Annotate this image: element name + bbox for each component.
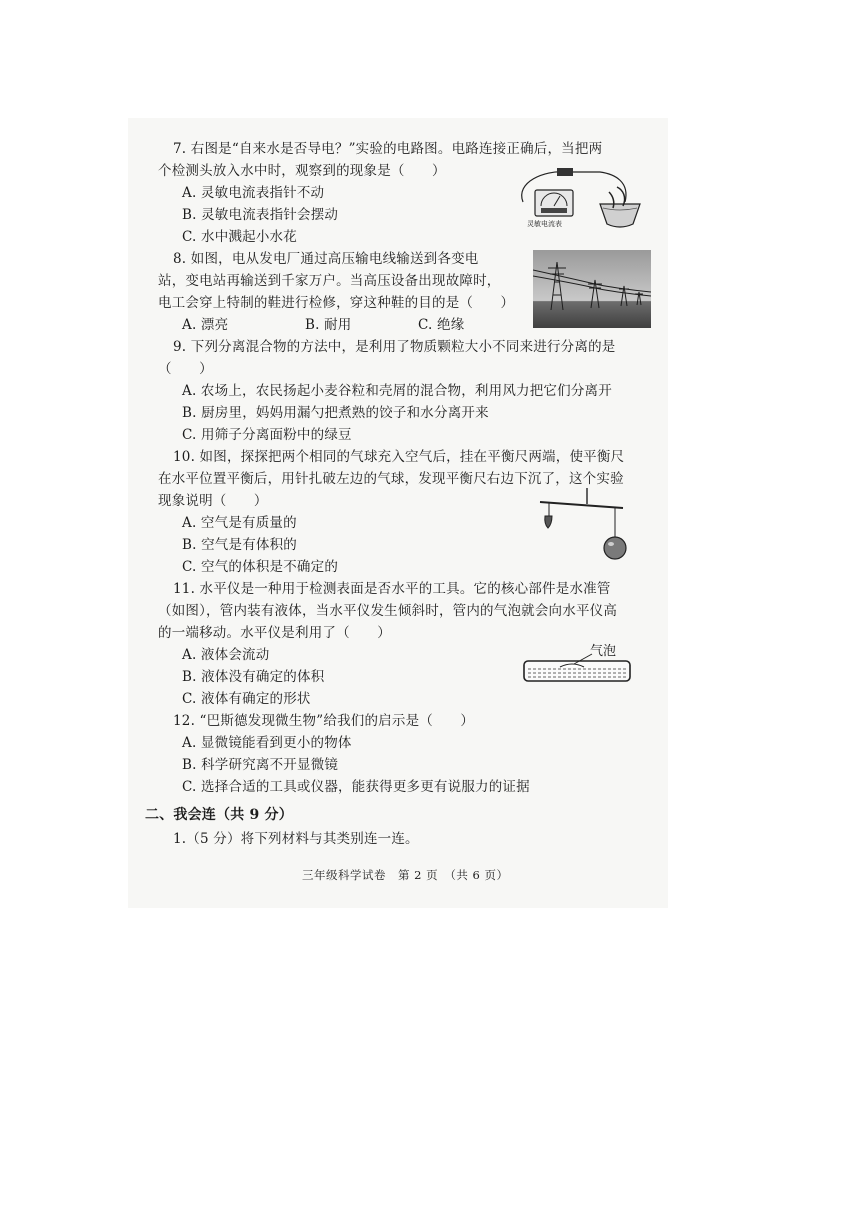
q9-option-b[interactable]: B. 厨房里，妈妈用漏勺把煮熟的饺子和水分离开来 [182, 405, 489, 421]
q8-stem-line3: 电工会穿上特制的鞋进行检修，穿这种鞋的目的是（ ） [158, 295, 515, 311]
q10-option-a[interactable]: A. 空气是有质量的 [182, 515, 297, 531]
q11-option-c[interactable]: C. 液体有确定的形状 [182, 691, 311, 707]
q8-power-lines-photo [533, 250, 651, 328]
q8-stem-line1: 8. 如图，电从发电厂通过高压输电线输送到各变电 [173, 251, 479, 267]
q7-option-c[interactable]: C. 水中溅起小水花 [182, 229, 297, 245]
section2-item1: 1.（5 分）将下列材料与其类别连一连。 [173, 831, 419, 847]
q10-stem-line1: 10. 如图，探探把两个相同的气球充入空气后，挂在平衡尺两端，使平衡尺 [173, 449, 625, 465]
q7-circuit-figure [505, 162, 645, 232]
page-footer: 三年级科学试卷 第 2 页 （共 6 页） [302, 868, 509, 882]
q9-stem-line1: 9. 下列分离混合物的方法中，是利用了物质颗粒大小不同来进行分离的是 [173, 339, 616, 355]
q11-spirit-level-figure [522, 640, 634, 686]
q7-option-b[interactable]: B. 灵敏电流表指针会摆动 [182, 207, 339, 223]
q10-stem-line3: 现象说明（ ） [158, 493, 268, 509]
q9-option-a[interactable]: A. 农场上，农民扬起小麦谷粒和壳屑的混合物，利用风力把它们分离开 [182, 383, 612, 399]
q12-option-c[interactable]: C. 选择合适的工具或仪器，能获得更多更有说服力的证据 [182, 779, 530, 795]
section2-title: 二、我会连（共 9 分） [145, 807, 293, 823]
q12-stem: 12. “巴斯德发现微生物”给我们的启示是（ ） [173, 713, 475, 729]
q7-figure-label: 灵敏电流表 [527, 220, 562, 228]
q10-option-b[interactable]: B. 空气是有体积的 [182, 537, 298, 553]
q8-option-b[interactable]: B. 耐用 [305, 317, 352, 333]
q8-option-c[interactable]: C. 绝缘 [418, 317, 465, 333]
q7-stem-line2: 个检测头放入水中时，观察到的现象是（ ） [158, 163, 446, 179]
q12-option-b[interactable]: B. 科学研究离不开显微镜 [182, 757, 339, 773]
q9-stem-line2: （ ） [158, 361, 213, 377]
q11-stem-line2: （如图），管内装有液体，当水平仪发生倾斜时，管内的气泡就会向水平仪高 [158, 603, 618, 619]
q9-option-c[interactable]: C. 用筛子分离面粉中的绿豆 [182, 427, 352, 443]
q8-option-a[interactable]: A. 漂亮 [182, 317, 229, 333]
q10-option-c[interactable]: C. 空气的体积是不确定的 [182, 559, 339, 575]
q11-bubble-label: 气泡 [590, 644, 617, 659]
q11-stem-line3: 的一端移动。水平仪是利用了（ ） [158, 625, 391, 641]
q11-stem-line1: 11. 水平仪是一种用于检测表面是否水平的工具。它的核心部件是水准管 [173, 581, 611, 597]
q11-option-b[interactable]: B. 液体没有确定的体积 [182, 669, 325, 685]
q11-option-a[interactable]: A. 液体会流动 [182, 647, 270, 663]
q10-stem-line2: 在水平位置平衡后，用针扎破左边的气球，发现平衡尺右边下沉了，这个实验 [158, 471, 624, 487]
q12-option-a[interactable]: A. 显微镜能看到更小的物体 [182, 735, 352, 751]
q7-stem-line1: 7. 右图是“自来水是否导电？”实验的电路图。电路连接正确后，当把两 [173, 141, 603, 157]
q10-balance-figure [535, 486, 645, 566]
q8-stem-line2: 站，变电站再输送到千家万户。当高压设备出现故障时， [158, 273, 501, 289]
q7-option-a[interactable]: A. 灵敏电流表指针不动 [182, 185, 325, 201]
